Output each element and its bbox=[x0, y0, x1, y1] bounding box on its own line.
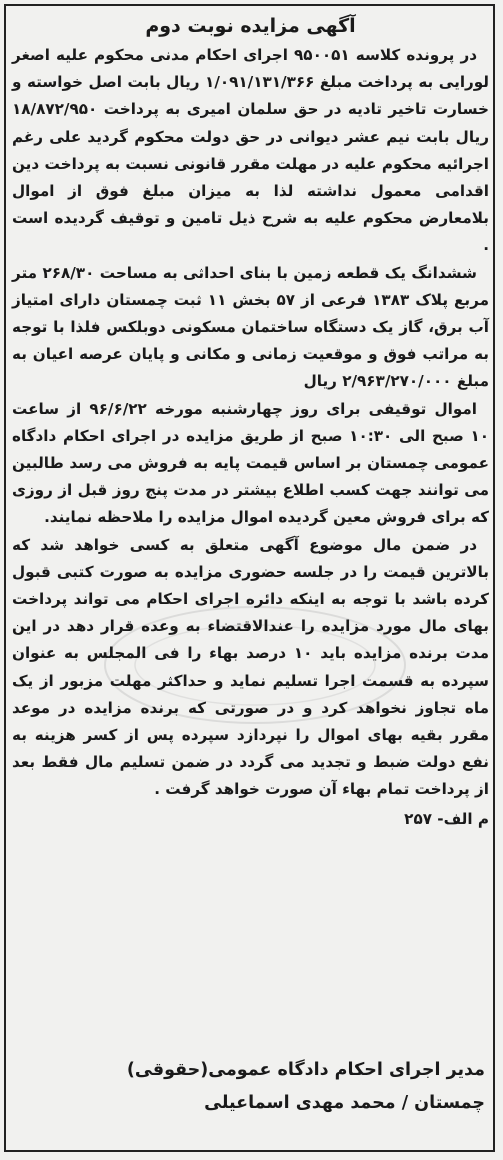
paragraph-property-description: ششدانگ یک قطعه زمین با بنای احداثی به مساحت ۲۶۸/۳۰ متر مربع پلاک ۱۳۸۳ فرعی از ۵۷ بخش ۱۱ ثبت چمستان دارای امتیاز آب برق، گاز یک دستگاه ساختمان مسکونی دوبلکس فلذا با توجه به مراتب فوق و موقعیت زمانی و مکانی و پایان عرصه اعیان به مبلغ ۲/۹۶۳/۲۷۰/۰۰۰ ریال bbox=[12, 263, 489, 391]
signature-name: چمستان / محمد مهدی اسماعیلی bbox=[204, 1093, 485, 1113]
paragraph-auction-schedule: اموال توقیفی برای روز چهارشنبه مورخه ۹۶/۶/۲۲ از ساعت ۱۰ صبح الی ۱۰:۳۰ صبح از طریق مزایده در اجرای احکام دادگاه عمومی چمستان بر اساس قیمت پایه به فروش می رسد طالبین می توانند جهت کسب اطلاع بیشتر در مدت پنج روز قبل از روزی که برای فروش معین گردیده اموال مزایده را ملاحظه نمایند. bbox=[12, 399, 489, 527]
paragraph-case-summary: در پرونده کلاسه ۹۵۰۰۵۱ اجرای احکام مدنی محکوم علیه اصغر لورایی به پرداخت مبلغ ۱/۰۹۱/۱۳۱/۳۶۶ ریال بابت اصل خواسته و خسارت تاخیر تادیه در حق سلمان امیری به پرداخت ۱۸/۸۷۲/۹۵۰ ریال بابت نیم عشر دیوانی در حق دولت محکوم گردید علی رغم اجرائیه محکوم علیه در مهلت مقرر قانونی نسبت به پرداخت دین اقدامی معمول نداشته لذا به میزان مبلغ فوق از اموال بلامعارض محکوم علیه به شرح ذیل تامین و توقیف گردیده است . bbox=[12, 46, 489, 255]
signature-title: مدیر اجرای احکام دادگاه عمومی(حقوقی) bbox=[126, 1060, 485, 1080]
signature-block bbox=[18, 1054, 485, 1120]
notice-body bbox=[12, 12, 489, 833]
reference-number: م الف- ۲۵۷ bbox=[404, 809, 489, 828]
paragraph-auction-terms: در ضمن مال موضوع آگهی متعلق به کسی خواهد شد که بالاترین قیمت را در جلسه حضوری مزایده به صورت کتبی قبول کرده باشد با توجه به اینکه دائره اجرای احکام می تواند پرداخت بهای مال مورد مزایده را عندالاقتضاء به وعده قرار دهد در این مدت برنده مزایده باید ۱۰ درصد بهاء را فی المجلس به عنوان سپرده به قسمت اجرا تسلیم نماید و حداکثر مهلت مزبور از یک ماه تجاوز نخواهد کرد و در صورتی که برنده مزایده در موعد مقرر بقیه بهای اموال را نپردازد سپرده پس از کسر هزینه به نفع دولت ضبط و تجدید می گردد در ضمن تسلیم مال فقط بعد از پرداخت تمام بهاء آن صورت خواهد گرفت . bbox=[12, 535, 489, 799]
notice-title: آگهی مزایده نوبت دوم bbox=[145, 15, 356, 37]
